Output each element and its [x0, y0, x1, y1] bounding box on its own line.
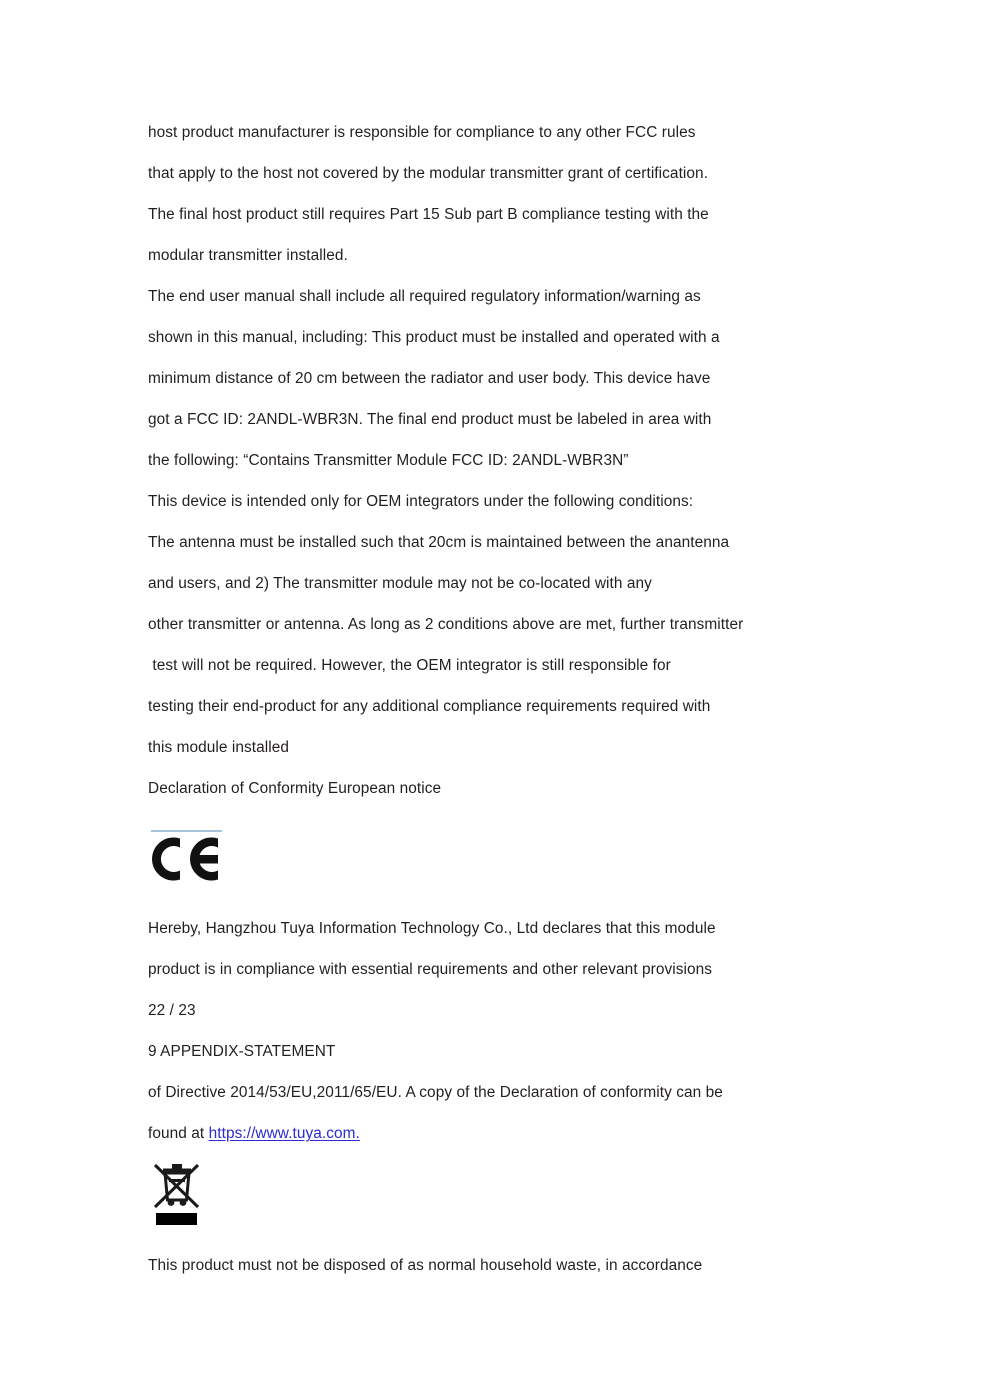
body-line: This product must not be disposed of as normal household waste, in accordance — [148, 1257, 703, 1274]
ce-marking-block — [150, 826, 270, 892]
body-line: modular transmitter installed. — [148, 247, 348, 264]
declaration-text-block — [148, 908, 848, 1154]
main-text-block — [148, 112, 848, 809]
body-line: Hereby, Hangzhou Tuya Information Technology Co., Ltd declares that this module — [148, 920, 716, 937]
body-line: shown in this manual, including: This product must be installed and operated with a — [148, 329, 720, 346]
body-line: got a FCC ID: 2ANDL-WBR3N. The final end product must be labeled in area with — [148, 411, 712, 428]
body-line: and users, and 2) The transmitter module may not be co-located with any — [148, 575, 652, 592]
crossed-out-wheeled-bin-icon — [152, 1160, 202, 1217]
body-line: testing their end-product for any additional compliance requirements required with — [148, 698, 711, 715]
body-line: The final host product still requires Part 15 Sub part B compliance testing with the — [148, 206, 709, 223]
tuya-website-link[interactable]: https://www.tuya.com. — [208, 1125, 360, 1142]
body-line: other transmitter or antenna. As long as 2 conditions above are met, further transmitter — [148, 616, 744, 633]
directive-line: of Directive 2014/53/EU,2011/65/EU. A copy of the Declaration of conformity can be — [148, 1084, 723, 1101]
weee-solid-bar — [156, 1213, 197, 1225]
found-at-line — [148, 1113, 848, 1154]
body-line: The antenna must be installed such that 20cm is maintained between the anantenna — [148, 534, 730, 551]
weee-symbol-block — [152, 1160, 212, 1230]
body-line: host product manufacturer is responsible for compliance to any other FCC rules — [148, 124, 696, 141]
body-line: This device is intended only for OEM integrators under the following conditions: — [148, 493, 694, 510]
body-line: that apply to the host not covered by the modular transmitter grant of certification. — [148, 165, 709, 182]
section-heading: 9 APPENDIX-STATEMENT — [148, 1043, 336, 1060]
ce-mark-icon — [152, 834, 222, 889]
body-line: this module installed — [148, 739, 290, 756]
body-line: minimum distance of 20 cm between the radiator and user body. This device have — [148, 370, 711, 387]
body-line: Declaration of Conformity European notice — [148, 780, 442, 797]
body-line: The end user manual shall include all required regulatory information/warning as — [148, 288, 701, 305]
body-line: product is in compliance with essential requirements and other relevant provisions — [148, 961, 713, 978]
body-line: the following: “Contains Transmitter Module FCC ID: 2ANDL-WBR3N” — [148, 452, 629, 469]
page-number: 22 / 23 — [148, 1002, 196, 1019]
disposal-text-block — [148, 1245, 848, 1286]
body-line: test will not be required. However, the OEM integrator is still responsible for — [148, 657, 671, 674]
found-at-label: found at — [148, 1125, 209, 1142]
ce-rule-divider — [151, 830, 222, 832]
